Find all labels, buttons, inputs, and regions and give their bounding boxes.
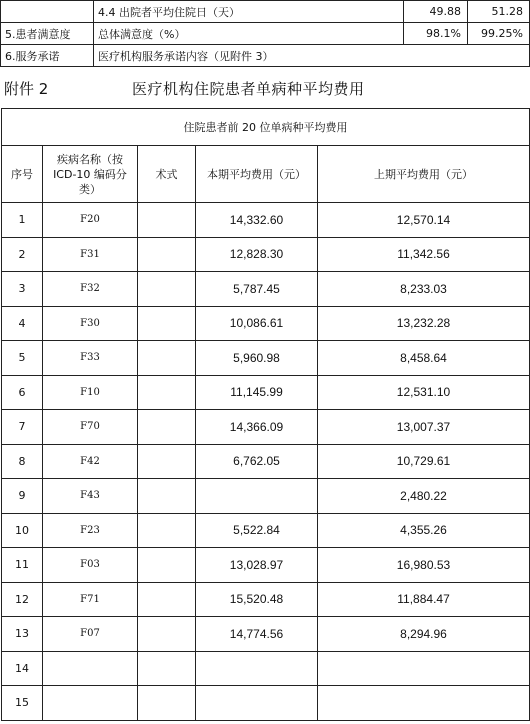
previous-cost-cell: 13,232.28	[318, 306, 530, 341]
seq-cell: 7	[2, 410, 43, 445]
previous-value-cell: 51.28	[468, 1, 530, 23]
current-cost-cell: 14,774.56	[196, 617, 318, 652]
indicator-cell: 4.4 出院者平均住院日（天）	[94, 1, 404, 23]
category-cell: 6.服务承诺	[1, 45, 94, 67]
seq-cell: 2	[2, 237, 43, 272]
procedure-cell	[138, 479, 196, 514]
current-cost-cell	[196, 479, 318, 514]
procedure-cell	[138, 513, 196, 548]
seq-cell: 11	[2, 548, 43, 583]
table-row	[2, 203, 530, 238]
seq-cell: 4	[2, 306, 43, 341]
disease-code-cell: F07	[43, 617, 138, 652]
header-seq: 序号	[2, 146, 43, 203]
indicator-table	[0, 0, 530, 67]
table-row	[2, 341, 530, 376]
table-header-row	[2, 146, 530, 203]
procedure-cell	[138, 617, 196, 652]
procedure-cell	[138, 582, 196, 617]
table-row	[2, 513, 530, 548]
current-cost-cell: 10,086.61	[196, 306, 318, 341]
table-row	[1, 23, 530, 45]
disease-code-cell: F71	[43, 582, 138, 617]
current-cost-cell: 12,828.30	[196, 237, 318, 272]
table-row	[2, 375, 530, 410]
disease-code-cell: F31	[43, 237, 138, 272]
previous-cost-cell: 8,294.96	[318, 617, 530, 652]
table-caption: 住院患者前 20 位单病种平均费用	[2, 109, 530, 146]
previous-cost-cell: 8,233.03	[318, 272, 530, 307]
table-row	[2, 444, 530, 479]
procedure-cell	[138, 444, 196, 479]
previous-cost-cell: 16,980.53	[318, 548, 530, 583]
current-value-cell: 98.1%	[404, 23, 468, 45]
current-cost-cell: 11,145.99	[196, 375, 318, 410]
seq-cell: 6	[2, 375, 43, 410]
header-procedure: 术式	[138, 146, 196, 203]
previous-cost-cell: 4,355.26	[318, 513, 530, 548]
seq-cell: 3	[2, 272, 43, 307]
previous-cost-cell: 12,531.10	[318, 375, 530, 410]
previous-value-cell: 99.25%	[468, 23, 530, 45]
procedure-cell	[138, 686, 196, 721]
disease-code-cell: F42	[43, 444, 138, 479]
previous-cost-cell: 11,884.47	[318, 582, 530, 617]
previous-cost-cell: 12,570.14	[318, 203, 530, 238]
previous-cost-cell: 13,007.37	[318, 410, 530, 445]
procedure-cell	[138, 375, 196, 410]
table-row	[2, 548, 530, 583]
header-current-cost: 本期平均费用（元）	[196, 146, 318, 203]
header-disease: 疾病名称（按 ICD-10 编码分类）	[43, 146, 138, 203]
procedure-cell	[138, 410, 196, 445]
disease-code-cell: F23	[43, 513, 138, 548]
disease-cost-table	[1, 108, 530, 721]
indicator-cell: 总体满意度（%）	[94, 23, 404, 45]
previous-cost-cell: 2,480.22	[318, 479, 530, 514]
previous-cost-cell: 11,342.56	[318, 237, 530, 272]
table-caption-row	[2, 109, 530, 146]
current-cost-cell: 5,522.84	[196, 513, 318, 548]
seq-cell: 12	[2, 582, 43, 617]
table-row	[2, 686, 530, 721]
procedure-cell	[138, 272, 196, 307]
category-cell	[1, 1, 94, 23]
current-cost-cell: 5,787.45	[196, 272, 318, 307]
seq-cell: 9	[2, 479, 43, 514]
seq-cell: 1	[2, 203, 43, 238]
disease-code-cell: F30	[43, 306, 138, 341]
table-row	[2, 410, 530, 445]
table-row	[2, 617, 530, 652]
disease-code-cell: F43	[43, 479, 138, 514]
current-cost-cell	[196, 686, 318, 721]
previous-cost-cell	[318, 651, 530, 686]
previous-cost-cell	[318, 686, 530, 721]
seq-cell: 5	[2, 341, 43, 376]
current-cost-cell: 6,762.05	[196, 444, 318, 479]
current-value-cell: 49.88	[404, 1, 468, 23]
current-cost-cell: 15,520.48	[196, 582, 318, 617]
appendix-title: 医疗机构住院患者单病种平均费用	[132, 80, 365, 98]
disease-code-cell	[43, 651, 138, 686]
procedure-cell	[138, 548, 196, 583]
disease-code-cell: F70	[43, 410, 138, 445]
header-previous-cost: 上期平均费用（元）	[318, 146, 530, 203]
table-row	[2, 272, 530, 307]
disease-code-cell: F32	[43, 272, 138, 307]
seq-cell: 13	[2, 617, 43, 652]
procedure-cell	[138, 237, 196, 272]
disease-code-cell	[43, 686, 138, 721]
seq-cell: 8	[2, 444, 43, 479]
disease-code-cell: F33	[43, 341, 138, 376]
current-cost-cell: 5,960.98	[196, 341, 318, 376]
seq-cell: 10	[2, 513, 43, 548]
procedure-cell	[138, 651, 196, 686]
previous-cost-cell: 10,729.61	[318, 444, 530, 479]
seq-cell: 15	[2, 686, 43, 721]
table-row	[1, 45, 530, 67]
indicator-cell: 医疗机构服务承诺内容（见附件 3）	[94, 45, 530, 67]
category-cell: 5.患者满意度	[1, 23, 94, 45]
procedure-cell	[138, 306, 196, 341]
current-cost-cell: 14,332.60	[196, 203, 318, 238]
previous-cost-cell: 8,458.64	[318, 341, 530, 376]
current-cost-cell: 14,366.09	[196, 410, 318, 445]
table-row	[2, 479, 530, 514]
table-row	[1, 1, 530, 23]
disease-code-cell: F03	[43, 548, 138, 583]
procedure-cell	[138, 341, 196, 376]
table-row	[2, 651, 530, 686]
table-row	[2, 582, 530, 617]
table-row	[2, 237, 530, 272]
seq-cell: 14	[2, 651, 43, 686]
disease-code-cell: F20	[43, 203, 138, 238]
appendix-label: 附件 2	[4, 80, 49, 98]
current-cost-cell: 13,028.97	[196, 548, 318, 583]
current-cost-cell	[196, 651, 318, 686]
table-row	[2, 306, 530, 341]
disease-code-cell: F10	[43, 375, 138, 410]
procedure-cell	[138, 203, 196, 238]
appendix-heading	[4, 78, 526, 98]
